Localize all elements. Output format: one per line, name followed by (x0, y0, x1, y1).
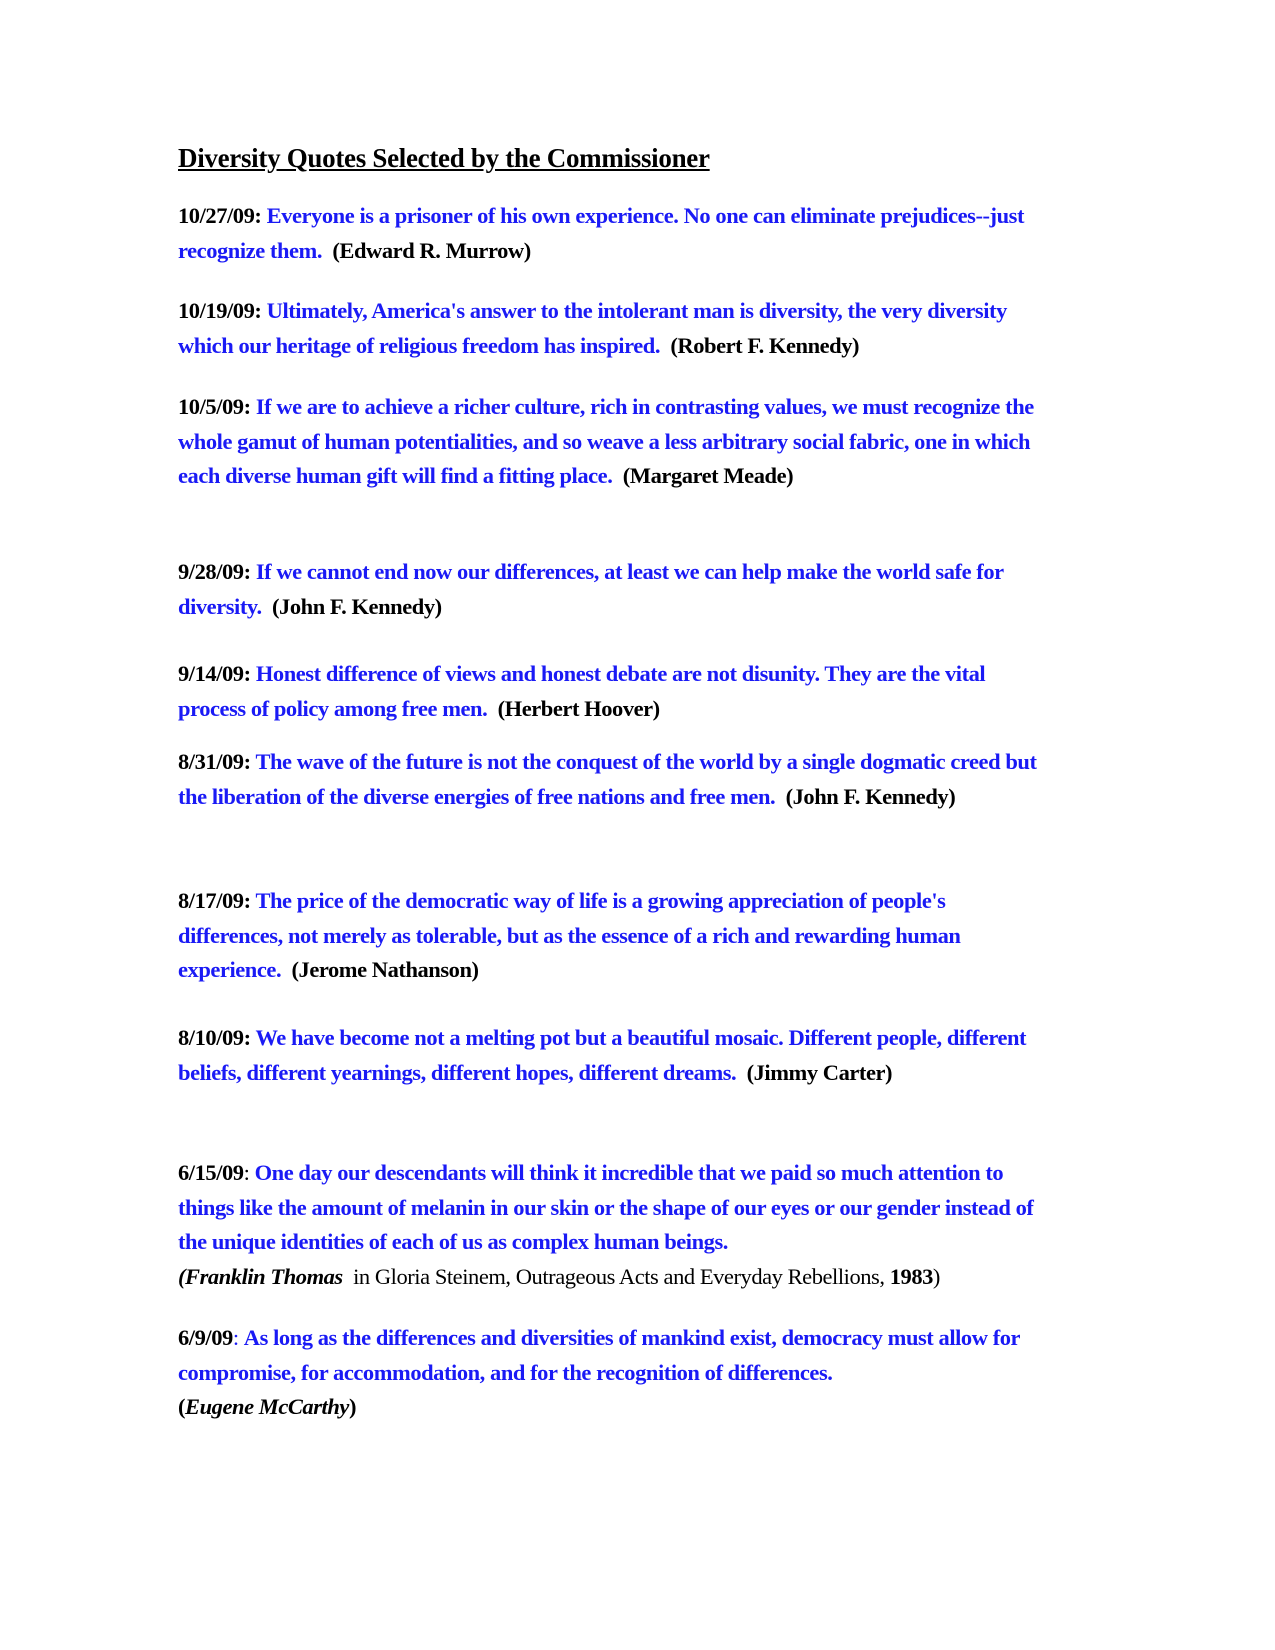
quote-text: The price of the democratic way of life is a growing appreciation of people's differences, not merely as tolerable, but as the essence of a rich and rewarding human experience. (178, 888, 961, 982)
quote-attribution: (Herbert Hoover) (497, 695, 660, 721)
quote-entry (178, 390, 1048, 494)
attribution-part: in Gloria Steinem, Outrageous Acts and Everyday Rebellions, (342, 1263, 890, 1289)
quote-date: 6/15/09 (178, 1160, 244, 1185)
quote-date: 6/9/09 (178, 1325, 233, 1350)
quote-text: Honest difference of views and honest debate are not disunity. They are the vital process of policy among free men. (178, 661, 986, 721)
page-title: Diversity Quotes Selected by the Commissioner (178, 143, 710, 173)
attribution-part: 1983 (889, 1263, 933, 1289)
quote-date: 10/19/09: (178, 298, 262, 323)
quote-date: 8/17/09: (178, 888, 251, 913)
quote-text: As long as the differences and diversities of mankind exist, democracy must allow for compromise, for accommodation, and for the recognition of differences. (178, 1325, 1020, 1385)
quote-date: 9/14/09: (178, 661, 251, 686)
quote-text: Everyone is a prisoner of his own experience. No one can eliminate prejudices--just recognize them. (178, 203, 1025, 263)
quote-attribution: (John F. Kennedy) (271, 593, 442, 619)
attribution-part: ) (348, 1394, 356, 1419)
quote-attribution: (Jerome Nathanson) (291, 957, 479, 982)
quote-entry (178, 294, 1048, 363)
attribution-part: (Franklin Thomas (178, 1263, 343, 1289)
quote-entry (178, 657, 1048, 726)
quote-entry (178, 555, 1048, 624)
quote-text: One day our descendants will think it incredible that we paid so much attention to things like the amount of melanin in our skin or the shape of our eyes or our gender instead of the unique identities of each of us as complex human beings. (178, 1160, 1034, 1254)
attribution-part: Eugene McCarthy (185, 1394, 349, 1419)
quote-entry (178, 884, 1048, 988)
quote-attribution: (Jimmy Carter) (746, 1059, 893, 1085)
quote-entry: 6/9/09: As long as the differences and diversities of mankind exist, democracy must allow for compromise, for accommodation, and for the recognition of differences. (Eugene McCarthy) (178, 1325, 1020, 1419)
quote-text: Ultimately, America's answer to the intolerant man is diversity, the very diversity which our heritage of religious freedom has inspired. (178, 298, 1007, 358)
quote-attribution: (Robert F. Kennedy) (670, 332, 860, 358)
attribution-part: ( (178, 1394, 186, 1419)
quote-attribution: (Edward R. Murrow) (332, 237, 531, 263)
quote-entry: 6/15/09: One day our descendants will think it incredible that we paid so much attention to things like the amount of melanin in our skin or the shape of our eyes or our gender instead of the unique identities of each of us as complex human beings. (Franklin Thomas in Gloria Steinem, Outrageous Acts and Everyday Rebellions, 1983) (178, 1160, 1034, 1289)
quote-attribution (178, 1394, 356, 1419)
quote-attribution (178, 1264, 940, 1289)
quote-text: We have become not a melting pot but a beautiful mosaic. Different people, different beliefs, different yearnings, different hopes, different dreams. (178, 1025, 1027, 1085)
quote-date: 10/5/09: (178, 394, 251, 419)
quote-date: 8/10/09: (178, 1025, 251, 1050)
quote-attribution: (John F. Kennedy) (785, 783, 956, 809)
quote-entry (178, 745, 1048, 814)
quote-entry (178, 1021, 1048, 1090)
quote-date: 9/28/09: (178, 559, 251, 584)
quote-entry (178, 199, 1048, 268)
quote-date: 10/27/09: (178, 203, 262, 228)
quote-text: The wave of the future is not the conquest of the world by a single dogmatic creed but the liberation of the diverse energies of free nations and free men. (178, 749, 1037, 809)
attribution-part: ) (932, 1263, 940, 1289)
quote-attribution: (Margaret Meade) (622, 463, 794, 488)
quote-date: 8/31/09: (178, 749, 251, 774)
quote-text: If we are to achieve a richer culture, rich in contrasting values, we must recognize the whole gamut of human potentialities, and so weave a less arbitrary social fabric, one in which each diverse human gift will find a fitting place. (178, 394, 1034, 488)
quote-text: If we cannot end now our differences, at least we can help make the world safe for diversity. (178, 559, 1004, 619)
